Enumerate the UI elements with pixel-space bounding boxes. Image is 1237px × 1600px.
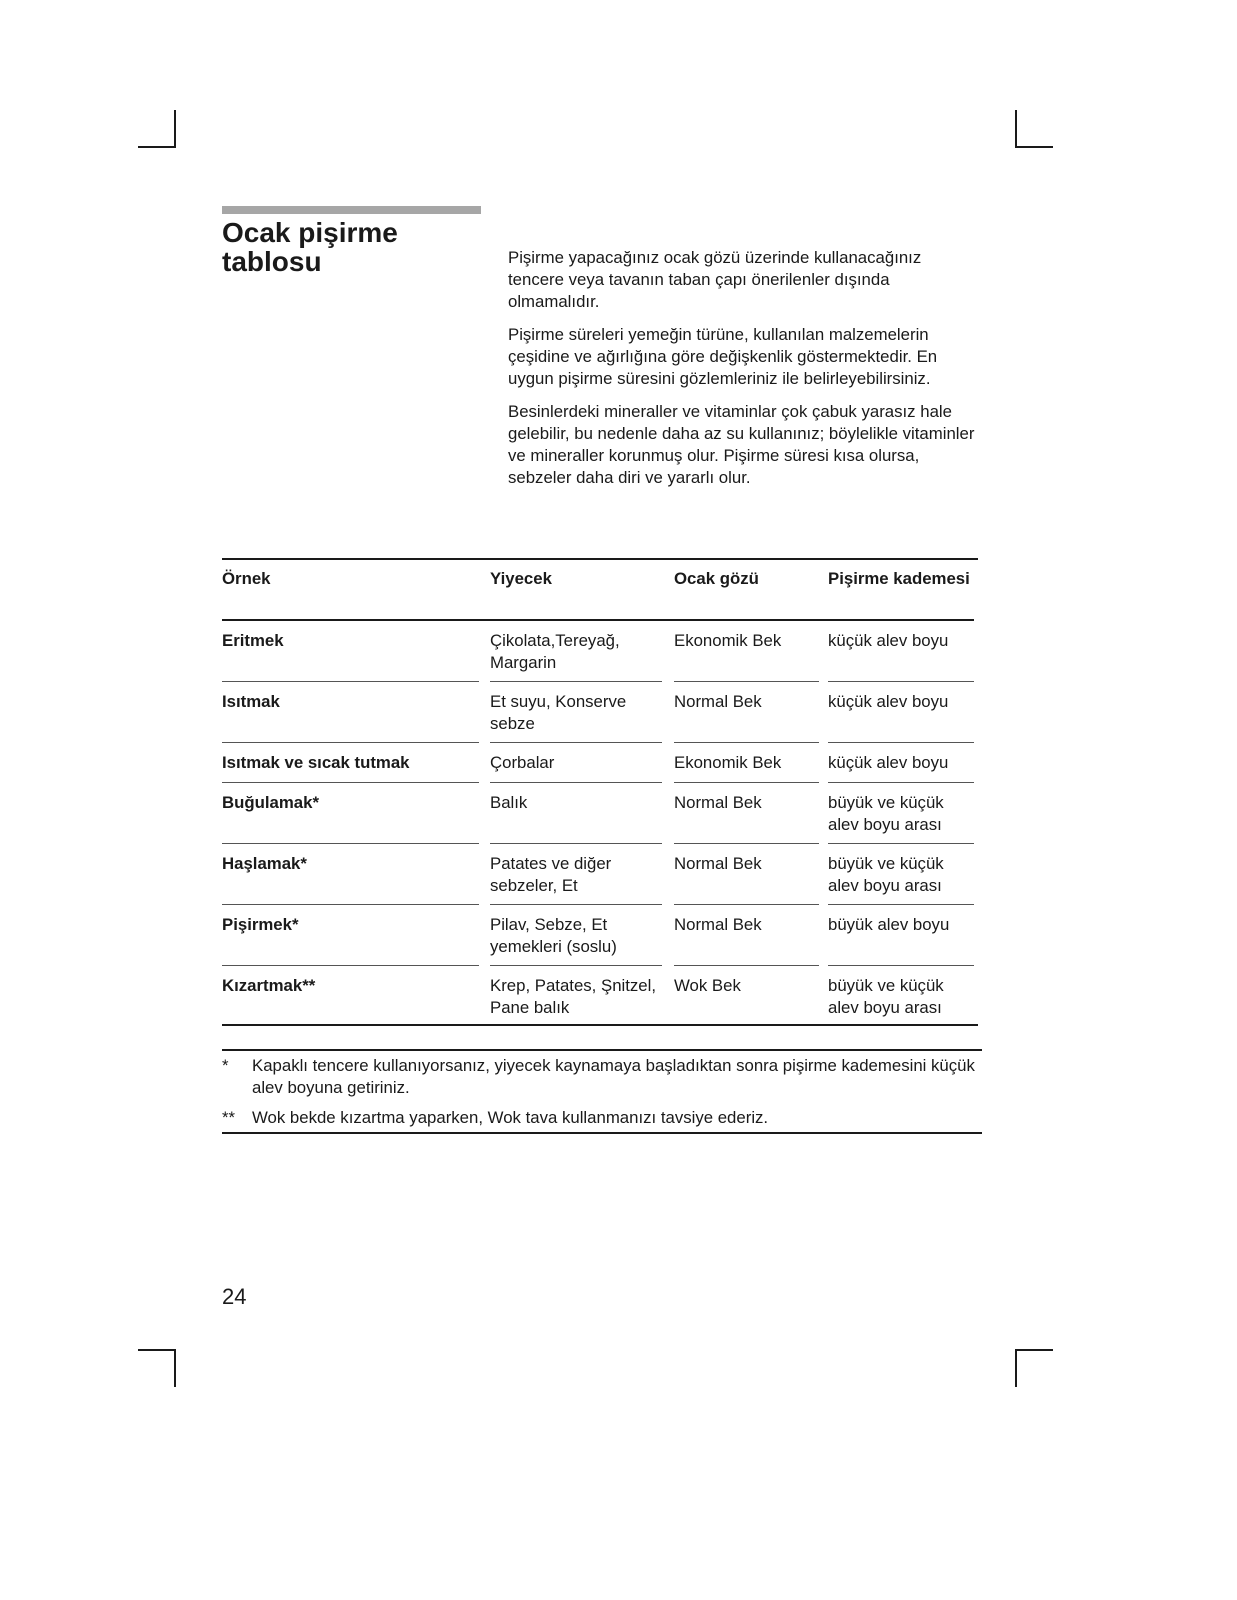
page-title	[222, 218, 482, 276]
cell-ocak-gozu: Wok Bek	[674, 976, 741, 995]
intro-paragraph: Pişirme süreleri yemeğin türüne, kullanılan malzemelerin çeşidine ve ağırlığına göre değişkenlik göstermektedir. En uygun pişirme süresini gözlemleriniz ile belirleyebilirsiniz.	[508, 325, 938, 388]
table-row	[222, 905, 974, 966]
notes-bottom-rule	[222, 1132, 982, 1134]
page-title-line-2: tablosu	[222, 246, 322, 277]
intro-text	[508, 247, 978, 500]
cell-yiyecek: Et suyu, Konserve sebze	[490, 682, 662, 743]
cell-yiyecek: Çorbalar	[490, 743, 662, 783]
table-row	[222, 621, 974, 682]
crop-mark-tl-v	[174, 110, 176, 148]
cell-ocak-gozu: Normal Bek	[674, 682, 819, 743]
footnote	[222, 1055, 978, 1099]
footnote-text: Wok bekde kızartma yaparken, Wok tava kullanmanızı tavsiye ederiz.	[252, 1108, 769, 1127]
table-header-row	[222, 559, 974, 621]
crop-mark-bl-v	[174, 1349, 176, 1387]
crop-mark-tl-h	[138, 146, 176, 148]
cell-pisirme-kademesi: büyük ve küçük alev boyu arası	[828, 783, 974, 844]
cell-ornek: Isıtmak ve sıcak tutmak	[222, 743, 479, 783]
title-accent-bar	[222, 206, 481, 214]
cell-pisirme-kademesi: küçük alev boyu	[828, 743, 974, 783]
cell-pisirme-kademesi: büyük ve küçük alev boyu arası	[828, 976, 944, 1017]
cell-pisirme-kademesi: küçük alev boyu	[828, 621, 974, 682]
intro-paragraph: Besinlerdeki mineraller ve vitaminlar çok çabuk yarasız hale gelebilir, bu nedenle daha az su kullanınız; böylelikle vitaminler ve mineraller korunmuş olur. Pişirme süresi kısa olursa, sebzeler daha diri ve yararlı olur.	[508, 402, 975, 487]
header-yiyecek: Yiyecek	[479, 559, 674, 621]
footnote-mark: **	[222, 1108, 236, 1127]
cell-yiyecek: Krep, Patates, Şnitzel, Pane balık	[490, 976, 657, 1017]
cell-yiyecek: Patates ve diğer sebzeler, Et	[490, 844, 662, 905]
crop-mark-tr-v	[1015, 110, 1017, 148]
cell-ocak-gozu: Ekonomik Bek	[674, 743, 819, 783]
crop-mark-br-h	[1015, 1349, 1053, 1351]
cell-ornek: Buğulamak*	[222, 783, 479, 844]
table-bottom-rule	[222, 1024, 978, 1026]
cell-pisirme-kademesi: büyük alev boyu	[828, 905, 974, 966]
cell-ocak-gozu: Normal Bek	[674, 844, 819, 905]
cell-ornek: Haşlamak*	[222, 844, 479, 905]
table-row	[222, 682, 974, 743]
footnotes	[222, 1055, 978, 1137]
header-pisirme-kademesi: Pişirme kademesi	[828, 559, 974, 621]
cell-ocak-gozu: Normal Bek	[674, 905, 819, 966]
cell-ornek: Eritmek	[222, 621, 479, 682]
cell-ornek: Isıtmak	[222, 682, 479, 743]
table-row	[222, 966, 974, 1027]
crop-mark-bl-h	[138, 1349, 176, 1351]
table-row	[222, 783, 974, 844]
page-title-line-1: Ocak pişirme	[222, 217, 398, 248]
footnote	[222, 1107, 978, 1129]
cell-ocak-gozu: Normal Bek	[674, 783, 819, 844]
cell-yiyecek: Balık	[490, 783, 662, 844]
notes-top-rule	[222, 1049, 982, 1051]
table-row	[222, 743, 974, 783]
cell-ornek: Kızartmak**	[222, 976, 316, 995]
cooking-table	[222, 559, 974, 1027]
crop-mark-tr-h	[1015, 146, 1053, 148]
cell-yiyecek: Pilav, Sebze, Et yemekleri (soslu)	[490, 905, 662, 966]
cell-ornek: Pişirmek*	[222, 905, 479, 966]
header-ocak-gozu: Ocak gözü	[674, 559, 828, 621]
cell-pisirme-kademesi: küçük alev boyu	[828, 682, 974, 743]
table-row	[222, 844, 974, 905]
crop-mark-br-v	[1015, 1349, 1017, 1387]
cell-yiyecek: Çikolata,Tereyağ, Margarin	[490, 621, 662, 682]
footnote-mark: *	[222, 1056, 229, 1075]
cell-ocak-gozu: Ekonomik Bek	[674, 621, 819, 682]
cell-pisirme-kademesi: büyük ve küçük alev boyu arası	[828, 844, 974, 905]
intro-paragraph: Pişirme yapacağınız ocak gözü üzerinde kullanacağınız tencere veya tavanın taban çapı önerilenler dışında olmamalıdır.	[508, 248, 922, 311]
header-ornek: Örnek	[222, 559, 479, 621]
footnote-text: Kapaklı tencere kullanıyorsanız, yiyecek kaynamaya başladıktan sonra pişirme kademesini küçük alev boyuna getiriniz.	[252, 1056, 975, 1097]
page-number: 24	[222, 1284, 247, 1309]
